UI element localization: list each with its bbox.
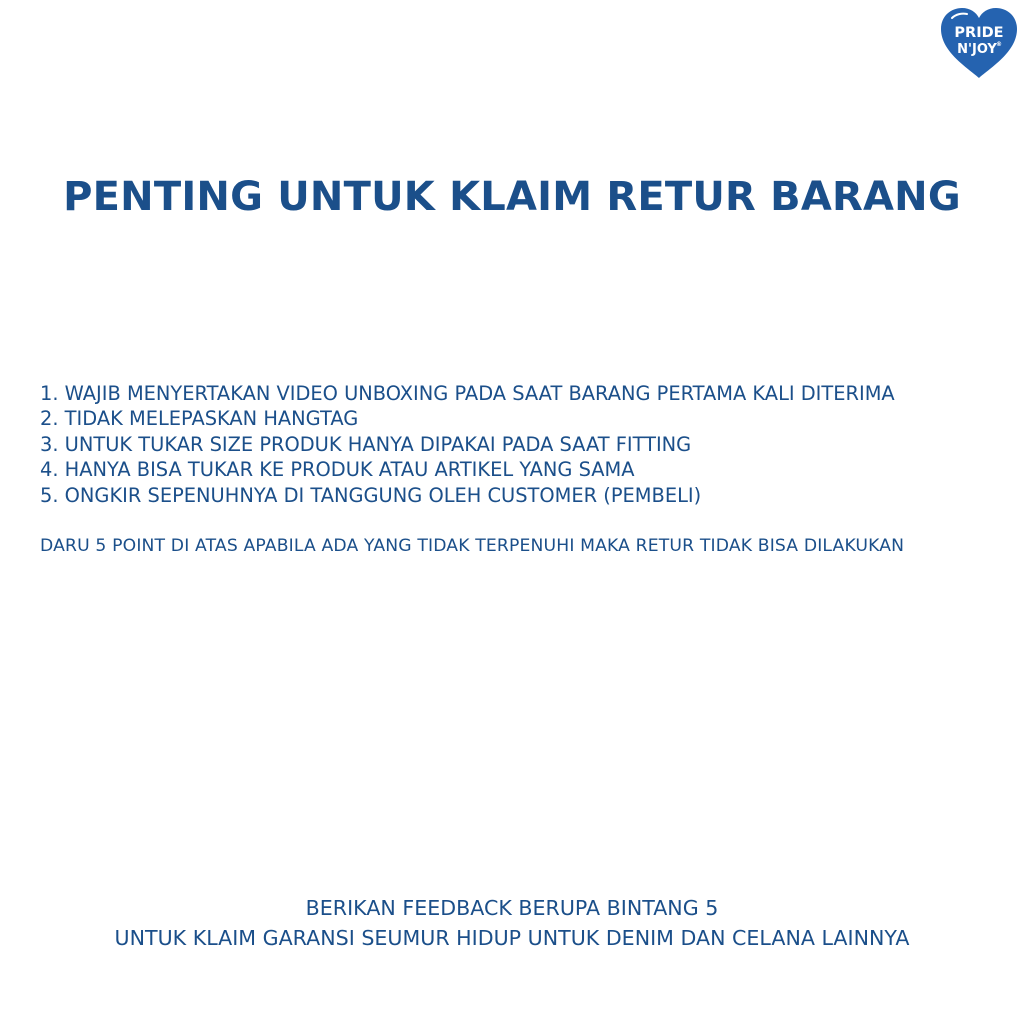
rule-item: 2. TIDAK MELEPASKAN HANGTAG <box>40 407 359 431</box>
rule-item: 5. ONGKIR SEPENUHNYA DI TANGGUNG OLEH CUSTOMER (PEMBELI) <box>40 483 702 507</box>
footer-message <box>0 893 1024 953</box>
rule-item: 1. WAJIB MENYERTAKAN VIDEO UNBOXING PADA SAAT BARANG PERTAMA KALI DITERIMA <box>40 382 895 405</box>
logo-registered-mark: ® <box>996 41 1002 48</box>
page-title: PENTING UNTUK KLAIM RETUR BARANG <box>63 174 961 220</box>
rules-list <box>40 381 1010 508</box>
footer-line-warranty: UNTUK KLAIM GARANSI SEUMUR HIDUP UNTUK DENIM DAN CELANA LAINNYA <box>114 926 910 950</box>
conditions-note: DARU 5 POINT DI ATAS APABILA ADA YANG TIDAK TERPENUHI MAKA RETUR TIDAK BISA DILAKUKAN <box>40 536 905 556</box>
rule-item: 4. HANYA BISA TUKAR KE PRODUK ATAU ARTIKEL YANG SAMA <box>40 458 635 482</box>
rule-item: 3. UNTUK TUKAR SIZE PRODUK HANYA DIPAKAI PADA SAAT FITTING <box>40 432 692 456</box>
footer-line-feedback: BERIKAN FEEDBACK BERUPA BINTANG 5 <box>305 896 719 920</box>
logo-text-line1: PRIDE <box>954 25 1004 41</box>
logo-text-line2: N'JOY <box>957 42 997 57</box>
brand-logo <box>938 6 1020 80</box>
